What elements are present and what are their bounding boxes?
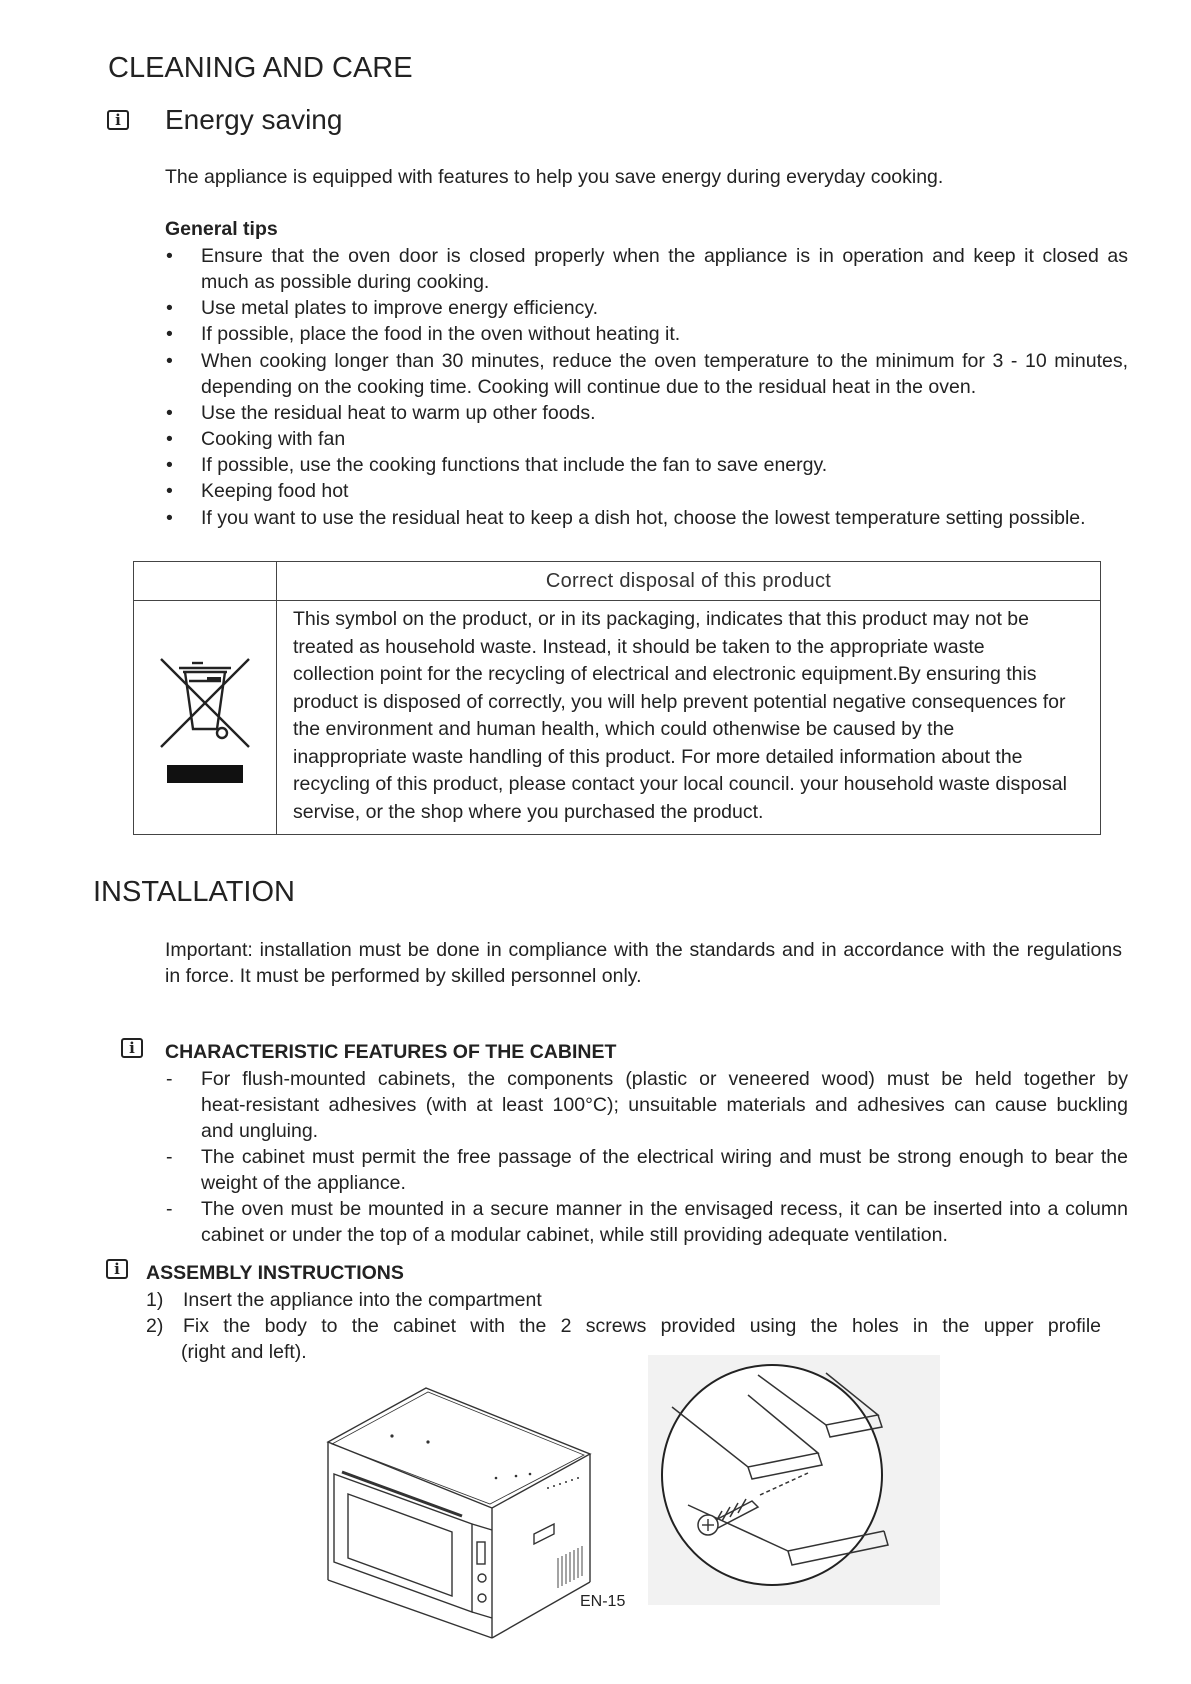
tip-item: If possible, use the cooking functions that include the fan to save energy. bbox=[201, 454, 828, 476]
bullet: • bbox=[166, 454, 173, 476]
bullet: • bbox=[166, 507, 173, 529]
disposal-line: recycling of this product, please contact your local council. your household waste disposal bbox=[293, 773, 1067, 795]
bullet: • bbox=[166, 297, 173, 319]
disposal-text-cell bbox=[277, 601, 1101, 835]
tip-item: Use the residual heat to warm up other foods. bbox=[201, 402, 596, 424]
step-number: 2) bbox=[146, 1315, 164, 1337]
cabinet-item-cont: and ungluing. bbox=[201, 1120, 319, 1142]
disposal-line: product is disposed of correctly, you will help prevent potential negative consequences for bbox=[293, 690, 1066, 713]
bullet: • bbox=[166, 480, 173, 502]
section-title-installation: INSTALLATION bbox=[93, 876, 295, 908]
oven-illustration bbox=[322, 1382, 596, 1642]
weee-crossed-bin-icon bbox=[157, 647, 253, 783]
cabinet-item-cont: weight of the appliance. bbox=[201, 1172, 406, 1194]
disposal-line: This symbol on the product, or in its packaging, indicates that this product may not be bbox=[293, 608, 1029, 630]
disposal-header: Correct disposal of this product bbox=[277, 562, 1101, 601]
bullet: • bbox=[166, 402, 173, 424]
step-text: Fix the body to the cabinet with the 2 screws provided using the holes in the upper profile bbox=[183, 1315, 1101, 1337]
info-icon: i bbox=[107, 110, 129, 130]
section-title-cleaning: CLEANING AND CARE bbox=[108, 52, 413, 84]
tip-item: If possible, place the food in the oven without heating it. bbox=[201, 323, 681, 345]
tip-item: Keeping food hot bbox=[201, 480, 349, 502]
disposal-line: inappropriate waste handling of this product. For more detailed information about the bbox=[293, 745, 1023, 768]
info-icon: i bbox=[106, 1259, 128, 1279]
energy-intro: The appliance is equipped with features to help you save energy during everyday cooking. bbox=[165, 166, 944, 188]
weee-symbol-cell bbox=[134, 601, 277, 835]
cabinet-item: For flush-mounted cabinets, the components (plastic or veneered wood) must be held together by bbox=[201, 1068, 1128, 1090]
bullet: • bbox=[166, 350, 173, 372]
tip-item: Cooking with fan bbox=[201, 428, 346, 450]
cabinet-item: The cabinet must permit the free passage of the electrical wiring and must be strong enough to bear the bbox=[201, 1146, 1128, 1168]
cabinet-item-cont: heat-resistant adhesives (with at least 100°C); unsuitable materials and adhesives can cause buckling bbox=[201, 1094, 1128, 1116]
tip-item-cont: depending on the cooking time. Cooking will continue due to the residual heat in the oven. bbox=[201, 376, 977, 398]
general-tips-title: General tips bbox=[165, 218, 278, 240]
bullet: • bbox=[166, 245, 173, 267]
dash-bullet: - bbox=[166, 1198, 173, 1220]
tip-item: If you want to use the residual heat to keep a dish hot, choose the lowest temperature setting possible. bbox=[201, 507, 1086, 529]
dash-bullet: - bbox=[166, 1146, 173, 1168]
step-number: 1) bbox=[146, 1289, 164, 1311]
step-text-cont: (right and left). bbox=[181, 1341, 307, 1363]
tip-item: Ensure that the oven door is closed properly when the appliance is in operation and keep it closed as bbox=[201, 245, 1128, 267]
step-text: Insert the appliance into the compartment bbox=[183, 1289, 542, 1311]
info-icon: i bbox=[121, 1038, 143, 1058]
disposal-line: treated as household waste. Instead, it should be taken to the appropriate waste bbox=[293, 635, 985, 658]
installation-important: Important: installation must be done in compliance with the standards and in accordance with the regulations bbox=[165, 939, 1122, 961]
disposal-table bbox=[133, 561, 1101, 835]
cabinet-title: CHARACTERISTIC FEATURES OF THE CABINET bbox=[165, 1041, 617, 1063]
disposal-line: collection point for the recycling of electrical and electronic equipment.By ensuring this bbox=[293, 663, 1037, 685]
disposal-header-empty bbox=[134, 562, 277, 601]
cabinet-item: The oven must be mounted in a secure manner in the envisaged recess, it can be inserted into a column bbox=[201, 1198, 1128, 1220]
installation-important-cont: in force. It must be performed by skilled personnel only. bbox=[165, 965, 642, 987]
tip-item-cont: much as possible during cooking. bbox=[201, 271, 490, 293]
disposal-line: the environment and human health, which could othenwise be caused by the bbox=[293, 718, 955, 740]
screw-detail-illustration bbox=[648, 1355, 940, 1605]
cabinet-item-cont: cabinet or under the top of a modular cabinet, while still providing adequate ventilation. bbox=[201, 1224, 948, 1246]
tip-item: When cooking longer than 30 minutes, reduce the oven temperature to the minimum for 3 - 10 minutes, bbox=[201, 350, 1128, 372]
bullet: • bbox=[166, 428, 173, 450]
assembly-title: ASSEMBLY INSTRUCTIONS bbox=[146, 1262, 404, 1284]
bullet: • bbox=[166, 323, 173, 345]
disposal-line: servise, or the shop where you purchased the product. bbox=[293, 800, 764, 823]
energy-saving-title: Energy saving bbox=[165, 104, 343, 135]
dash-bullet: - bbox=[166, 1068, 173, 1090]
tip-item: Use metal plates to improve energy efficiency. bbox=[201, 297, 599, 319]
page-number: EN-15 bbox=[580, 1593, 626, 1610]
